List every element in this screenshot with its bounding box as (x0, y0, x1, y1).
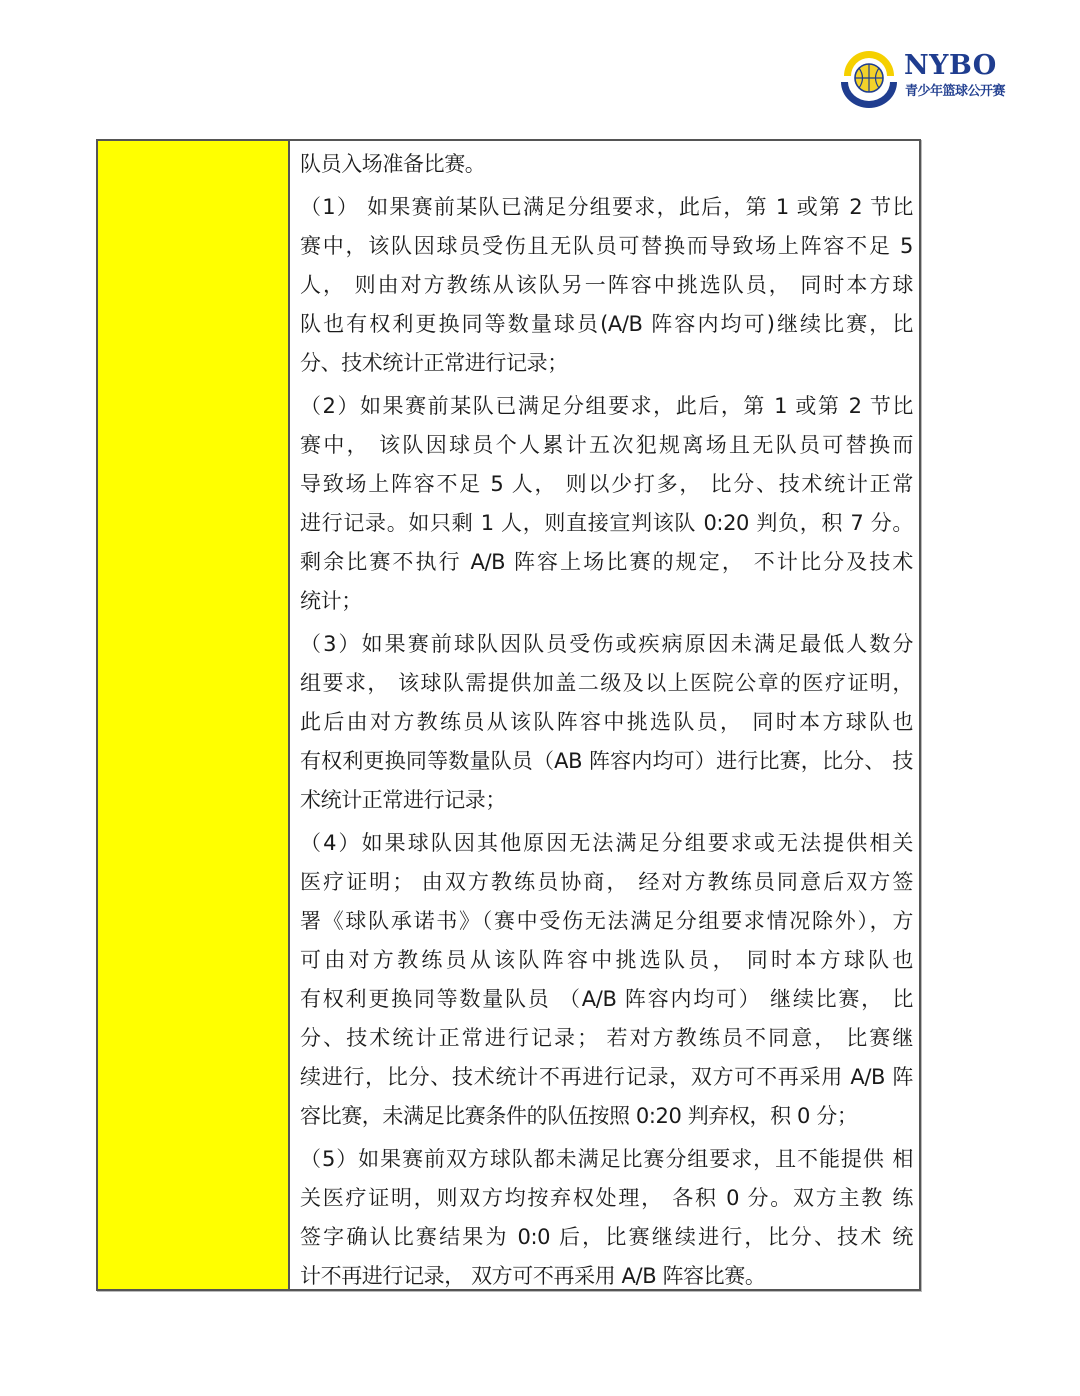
text-line: 剩余比赛不执行 A/B 阵容上场比赛的规定， 不计比分及技术 (300, 550, 913, 574)
text-line: 组要求， 该球队需提供加盖二级及以上医院公章的医疗证明， (300, 671, 913, 695)
text-line: 导致场上阵容不足 5 人， 则以少打多， 比分、技术统计正常 (300, 472, 913, 496)
rules-content-cell (290, 141, 919, 1289)
text-line: 进行记录。如只剩 1 人，则直接宣判该队 0:20 判负，积 7 分。 (300, 511, 913, 535)
logo-title: NYBO (904, 50, 997, 81)
text-line: 可由对方教练员从该队阵容中挑选队员， 同时本方球队也 (300, 948, 913, 972)
paragraph-rule-5 (300, 1140, 913, 1296)
text-line: 此后由对方教练员从该队阵容中挑选队员， 同时本方球队也 (300, 710, 913, 734)
paragraph-rule-1 (300, 188, 913, 383)
basketball-logo-icon (838, 48, 900, 108)
text-line: 容比赛，未满足比赛条件的队伍按照 0:20 判弃权，积 0 分； (300, 1104, 858, 1128)
text-line: 关医疗证明，则双方均按弃权处理， 各积 0 分。双方主教 练 (300, 1186, 913, 1210)
text-line: （3）如果赛前球队因队员受伤或疾病原因未满足最低人数分 (300, 632, 913, 656)
text-line: 统计； (300, 589, 362, 613)
text-line: 有权利更换同等数量队员（AB 阵容内均可）进行比赛，比分、 技 (300, 749, 913, 773)
text-line: 人， 则由对方教练从该队另一阵容中挑选队员， 同时本方球 (300, 273, 913, 297)
text-line: 队也有权利更换同等数量球员(A/B 阵容内均可)继续比赛，比 (300, 312, 913, 336)
text-line: 署《球队承诺书》（赛中受伤无法满足分组要求情况除外），方 (300, 909, 913, 933)
logo-subtitle: 青少年篮球公开赛 (905, 84, 1006, 99)
text-line: 赛中， 该队因球员个人累计五次犯规离场且无队员可替换而 (300, 433, 913, 457)
text-line: 分、技术统计正常进行记录； 若对方教练员不同意， 比赛继 (300, 1026, 913, 1050)
rules-table (96, 139, 921, 1291)
text-line: （1） 如果赛前某队已满足分组要求，此后，第 1 或第 2 节比 (300, 195, 913, 219)
paragraph-rule-3 (300, 625, 913, 820)
text-line: 医疗证明； 由双方教练员协商， 经对方教练员同意后双方签 (300, 870, 913, 894)
text-line: （2）如果赛前某队已满足分组要求，此后，第 1 或第 2 节比 (300, 394, 913, 418)
text-line: （4）如果球队因其他原因无法满足分组要求或无法提供相关 (300, 831, 913, 855)
text-line: 签字确认比赛结果为 0:0 后，比赛继续进行，比分、技术 统 (300, 1225, 913, 1249)
text-line: 续进行，比分、技术统计不再进行记录，双方可不再采用 A/B 阵 (300, 1065, 913, 1089)
text-line: 队员入场准备比赛。 (300, 152, 486, 176)
paragraph-intro (300, 145, 913, 184)
text-line: 计不再进行记录， 双方可不再采用 A/B 阵容比赛。 (300, 1264, 766, 1288)
text-line: 有权利更换同等数量队员 （A/B 阵容内均可） 继续比赛， 比 (300, 987, 913, 1011)
text-line: 分、技术统计正常进行记录； (300, 351, 568, 375)
nybo-logo (838, 48, 1028, 108)
highlighted-label-cell (98, 141, 290, 1289)
text-line: （5）如果赛前双方球队都未满足比赛分组要求，且不能提供 相 (300, 1147, 913, 1171)
text-line: 赛中，该队因球员受伤且无队员可替换而导致场上阵容不足 5 (300, 234, 913, 258)
paragraph-rule-4 (300, 824, 913, 1136)
paragraph-rule-2 (300, 387, 913, 621)
text-line: 术统计正常进行记录； (300, 788, 506, 812)
